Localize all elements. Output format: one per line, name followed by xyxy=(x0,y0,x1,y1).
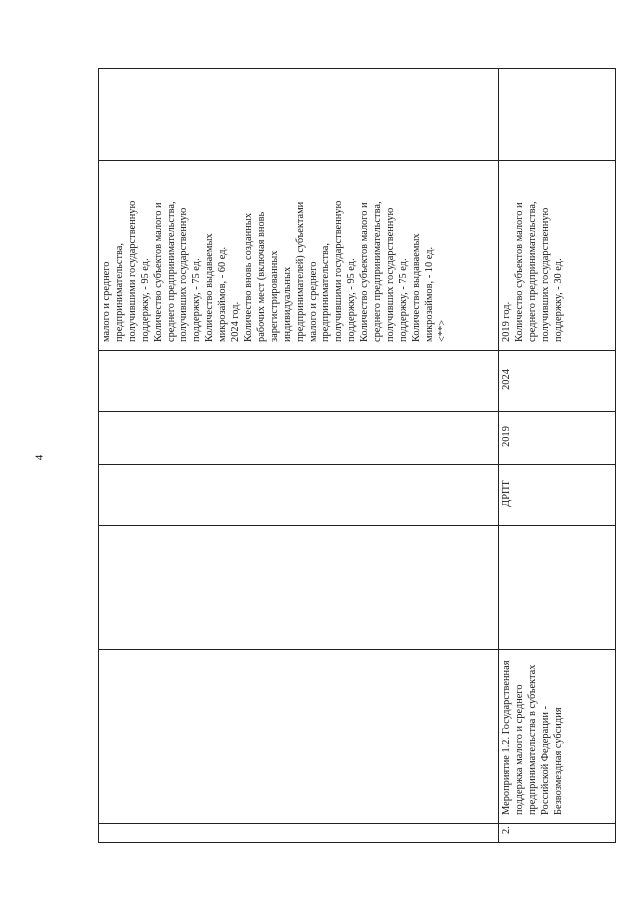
text-line: Количество субъектов малого и xyxy=(152,202,164,342)
text-line: Количество вновь созданных xyxy=(242,213,254,342)
text-line: малого и среднего xyxy=(307,261,319,342)
text-line: Мероприятие 1.2. Государственная xyxy=(501,660,512,815)
text-line: среднего предпринимательства, xyxy=(165,201,177,342)
text-line: Количество субъектов малого и xyxy=(359,202,371,342)
text-line: поддержку, - 30 ед. xyxy=(552,258,564,342)
text-line: поддержку, - 95 ед. xyxy=(139,258,151,342)
start-year: 2019 xyxy=(501,426,512,447)
text-line: Российской Федерации - xyxy=(539,706,551,815)
cell-end-year xyxy=(99,351,499,412)
page-number: 4 xyxy=(33,454,46,461)
row-number: 2. xyxy=(501,826,512,834)
text-line: среднего предпринимательства, xyxy=(526,201,538,342)
text-line: предпринимателей) субъектами xyxy=(294,201,306,342)
text-line: поддержку, - 75 ед. xyxy=(397,258,409,342)
cell-blank xyxy=(99,526,499,650)
text-line: рабочих мест (включая вновь xyxy=(255,211,267,342)
text-line: 2019 год. xyxy=(501,301,512,342)
table-row-2 xyxy=(499,69,616,843)
executor-label: ДРПТ xyxy=(501,480,512,507)
text-line: микрозаймов, - 60 ед. xyxy=(217,246,229,342)
cell-measure xyxy=(499,650,616,824)
rotated-table-container xyxy=(98,68,607,843)
measures-table xyxy=(98,68,616,843)
text-line: получивших государственную xyxy=(539,207,551,342)
text-line: предпринимательства в субъектах xyxy=(526,664,538,815)
cell-targets xyxy=(99,161,499,351)
cell-measure xyxy=(99,650,499,824)
cell-start-year xyxy=(99,412,499,465)
cell-number xyxy=(499,824,616,843)
text-line: индивидуальных xyxy=(281,266,293,342)
text-line: микрозаймов, - 10 ед. xyxy=(423,246,435,342)
text-line: получивших государственную xyxy=(178,207,190,342)
cell-executor xyxy=(99,465,499,526)
text-line: предпринимательства, xyxy=(320,242,332,342)
cell-start-year xyxy=(499,412,616,465)
text-line: получившими государственную xyxy=(333,200,345,342)
text-line: Безвозмездная субсидия xyxy=(552,707,564,815)
text-line: <**> xyxy=(436,319,448,342)
cell-end-year xyxy=(499,351,616,412)
text-line: среднего предпринимательства, xyxy=(372,201,384,342)
end-year: 2024 xyxy=(501,369,512,390)
text-line: зарегистрированных xyxy=(268,250,280,342)
text-line: поддержка малого и среднего xyxy=(513,684,525,815)
text-line: поддержку, - 75 ед. xyxy=(191,258,203,342)
cell-targets xyxy=(499,161,616,351)
text-line: получивших государственную xyxy=(384,207,396,342)
text-line: предпринимательства, xyxy=(113,242,125,342)
text-line: Количество субъектов малого и xyxy=(513,202,525,342)
table-row-continued xyxy=(99,69,499,843)
text-line: Количество выдаваемых xyxy=(204,233,216,342)
text-line: получившими государственную xyxy=(126,200,138,342)
text-line: поддержку, - 95 ед. xyxy=(346,258,358,342)
cell-extra xyxy=(499,69,616,161)
text-line: малого и среднего xyxy=(101,261,112,342)
cell-executor xyxy=(499,465,616,526)
cell-number xyxy=(99,824,499,843)
cell-blank xyxy=(499,526,616,650)
text-line: 2024 год. xyxy=(230,301,242,342)
cell-extra xyxy=(99,69,499,161)
text-line: Количество выдаваемых xyxy=(410,233,422,342)
